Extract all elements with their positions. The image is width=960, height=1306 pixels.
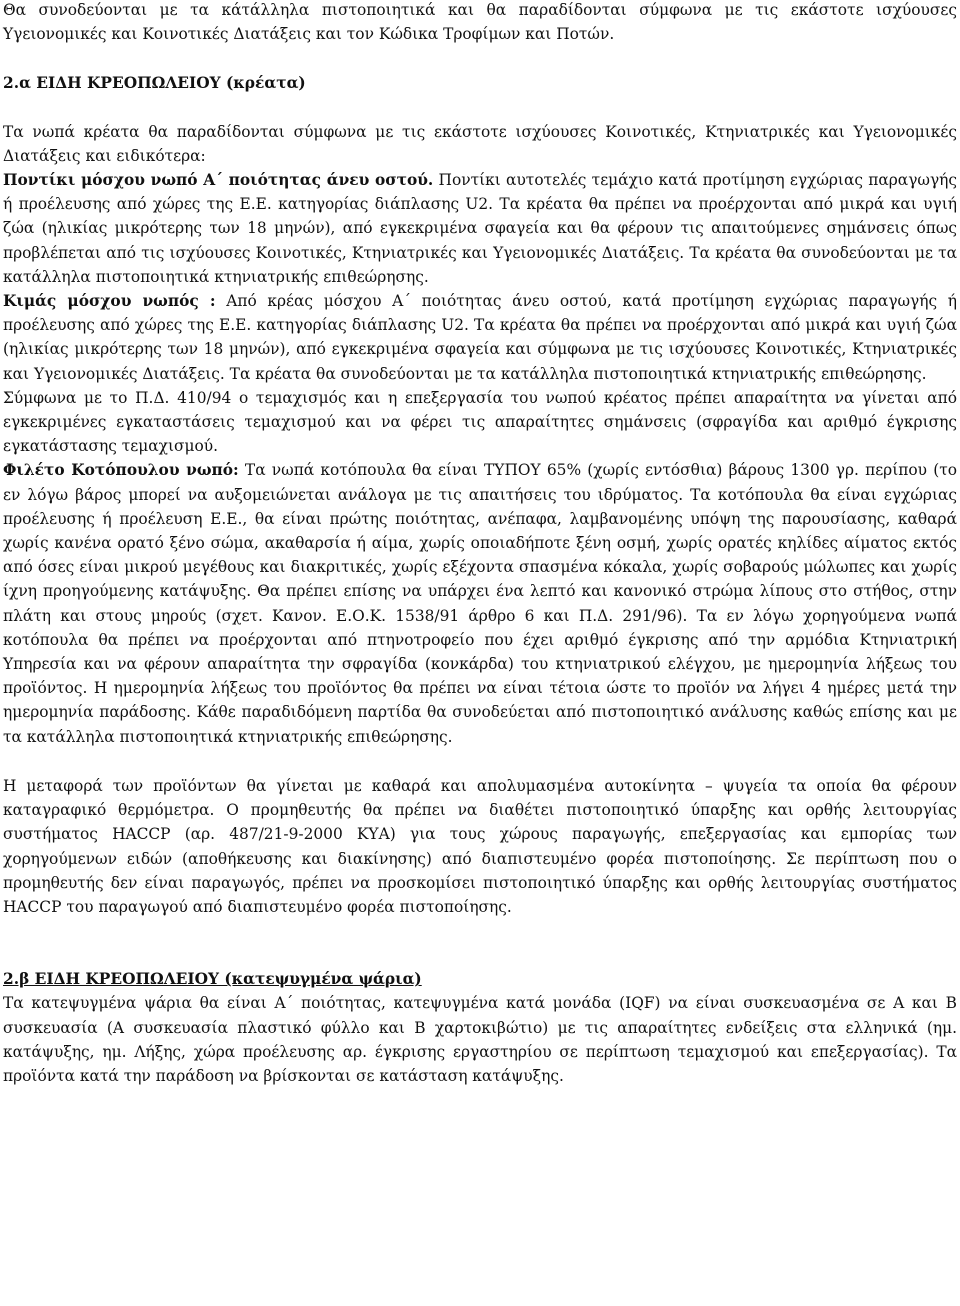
- section-a-intro-paragraph: Τα νωπά κρέατα θα παραδίδονται σύμφωνα με τις εκάστοτε ισχύουσες Κοινοτικές, Κτηνιατρικές και Υγειονομικές Διατάξεις και ειδικότερα:: [3, 122, 957, 165]
- veal-text: Ποντίκι αυτοτελές τεμάχιο κατά προτίμηση εγχώριας παραγωγής ή προέλευσης από χώρες της Ε.Ε. κατηγορίας διάπλασης U2. Τα κρέατα θα πρέπει να προέρχονται από μικρά και υγιή ζώα (ηλικίας μικρότερης των 18 μηνών), από εγκεκριμένα σφαγεία και θα φέρουν τις απαιτούμενες σημάνσεις όπως προβλέπεται από τις ισχύουσες Κοινοτικές, Κτηνιατρικές και Υγειονομικές Διατάξεις. Τα κρέατα θα συνοδεύονται με τα κατάλληλα πιστοποιητικά κτηνιατρικής επιθεώρησης.: [3, 171, 957, 286]
- section-a-heading: 2.α ΕΙΔΗ ΚΡΕΟΠΩΛΕΙΟΥ (κρέατα): [3, 74, 306, 93]
- section-b-paragraph: Τα κατεψυγμένα ψάρια θα είναι Α΄ ποιότητας, κατεψυγμένα κατά μονάδα (IQF) να είναι συσκευασμένα σε Α και Β συσκευασία (Α συσκευασία πλαστικό φύλλο και Β χαρτοκιβώτιο) με τις απαραίτητες ενδείξεις στα ελληνικά (ημ. κατάψυξης, ημ. Λήξης, χώρα προέλευσης αρ. έγκρισης εργαστηρίου σε περίπτωση τεμαχισμού και επεξεργασίας). Τα προϊόντα κατά την παράδοση να βρίσκονται σε κατάσταση κατάψυξης.: [3, 994, 957, 1085]
- section-b-heading: 2.β ΕΙΔΗ ΚΡΕΟΠΩΛΕΙΟΥ (κατεψυγμένα ψάρια): [3, 970, 422, 989]
- intro-paragraph: Θα συνοδεύονται με τα κάτάλληλα πιστοποιητικά και θα παραδίδονται σύμφωνα με τις εκάστοτε ισχύουσες Υγειονομικές και Κοινοτικές Διατάξεις και τον Κώδικα Τροφίμων και Ποτών.: [3, 1, 957, 44]
- chicken-paragraph: [3, 458, 957, 748]
- decree-paragraph: Σύμφωνα με το Π.Δ. 410/94 ο τεμαχισμός και η επεξεργασία του νωπού κρέατος πρέπει απαραίτητα να γίνεται από εγκεκριμένες εγκαταστάσεις τεμαχισμού και να φέρει τις απαραίτητες σημάνσεις (σφραγίδα και αριθμό έγκρισης εγκατάστασης τεμαχισμού.: [3, 388, 957, 456]
- transport-paragraph: Η μεταφορά των προϊόντων θα γίνεται με καθαρά και απολυμασμένα αυτοκίνητα – ψυγεία τα οποία θα φέρουν καταγραφικό θερμόμετρα. Ο προμηθευτής θα πρέπει να διαθέτει πιστοποιητικό ύπαρξης και ορθής λειτουργίας συστήματος HACCP (αρ. 487/21-9-2000 ΚΥΑ) για τους χώρους παραγωγής, επεξεργασίας και εμπορίας των χορηγούμενων ειδών (αποθήκευσης και διακίνησης) από διαπιστευμένο φορέα πιστοποίησης. Σε περίπτωση που ο προμηθευτής δεν είναι παραγωγός, πρέπει να προσκομίσει πιστοποιητικό ύπαρξης και ορθής λειτουργίας συστήματος HACCP του παραγωγού από διαπιστευμένο φορέα πιστοποίησης.: [3, 776, 957, 916]
- mince-label: Κιμάς μόσχου νωπός :: [3, 292, 216, 311]
- chicken-label: Φιλέτο Κοτόπουλου νωπό:: [3, 461, 239, 480]
- mince-text: Από κρέας μόσχου Α΄ ποιότητας άνευ οστού, κατά προτίμηση εγχώριας παραγωγής ή προέλευσης από χώρες της Ε.Ε. κατηγορίας διάπλασης U2. Τα κρέατα θα πρέπει να προέρχονται από μικρά και υγιή ζώα (ηλικίας μικρότερης των 18 μηνών), από εγκεκριμένα σφαγεία και σύμφωνα με τις ισχύουσες Κοινοτικές, Κτηνιατρικές και Υγειονομικές Διατάξεις. Τα κρέατα θα συνοδεύονται με τα κατάλληλα πιστοποιητικά κτηνιατρικής επιθεώρησης.: [3, 292, 957, 383]
- mince-paragraph: [3, 289, 957, 386]
- veal-label: Ποντίκι μόσχου νωπό Α΄ ποιότητας άνευ οστού.: [3, 171, 434, 190]
- veal-paragraph: [3, 168, 957, 289]
- chicken-text: Τα νωπά κοτόπουλα θα είναι ΤΥΠΟΥ 65% (χωρίς εντόσθια) βάρους 1300 γρ. περίπου (το εν λόγω βάρος μπορεί να αυξομειώνεται ανάλογα με τις απαιτήσεις του ιδρύματος. Τα κοτόπουλα θα είναι εγχώριας προέλευσης ή προέλευση Ε.Ε., θα είναι πρώτης ποιότητας, ανέπαφα, λαμβανομένης υπόψη της παρουσίασης, καθαρά χωρίς κανένα ορατό ξένο σώμα, ακαθαρσία ή αίμα, χωρίς οποιαδήποτε ξένη οσμή, χωρίς ορατές κηλίδες αίματος εκτός από όσες είναι μικρού μεγέθους και διακριτικές, χωρίς εξέχοντα σπασμένα κόκαλα, χωρίς σοβαρούς μώλωπες και χωρίς ίχνη προηγούμενης κατάψυξης. Θα πρέπει επίσης να υπάρχει ένα λεπτό και κανονικό στρώμα λίπους στο στήθος, στην πλάτη και στους μηρούς (σχετ. Κανον. Ε.Ο.Κ. 1538/91 άρθρο 6 και Π.Δ. 291/96). Τα εν λόγω χορηγούμενα νωπά κοτόπουλα θα πρέπει να προέρχονται από πτηνοτροφείο που έχει αριθμό έγκρισης από την αρμόδια Κτηνιατρική Υπηρεσία και να φέρουν απαραίτητα την σφραγίδα (κονκάρδα) του κτηνιατρικού ελέγχου, με ημερομηνία λήξεως του προϊόντος. Η ημερομηνία λήξεως του προϊόντος θα πρέπει να είναι τέτοια ώστε το προϊόν να λήγει 4 ημέρες μετά την ημερομηνία παράδοσης. Κάθε παραδιδόμενη παρτίδα θα συνοδεύεται από πιστοποιητικό ανάλυσης καθώς επίσης και με τα κατάλληλα πιστοποιητικά κτηνιατρικής επιθεώρησης.: [3, 461, 957, 746]
